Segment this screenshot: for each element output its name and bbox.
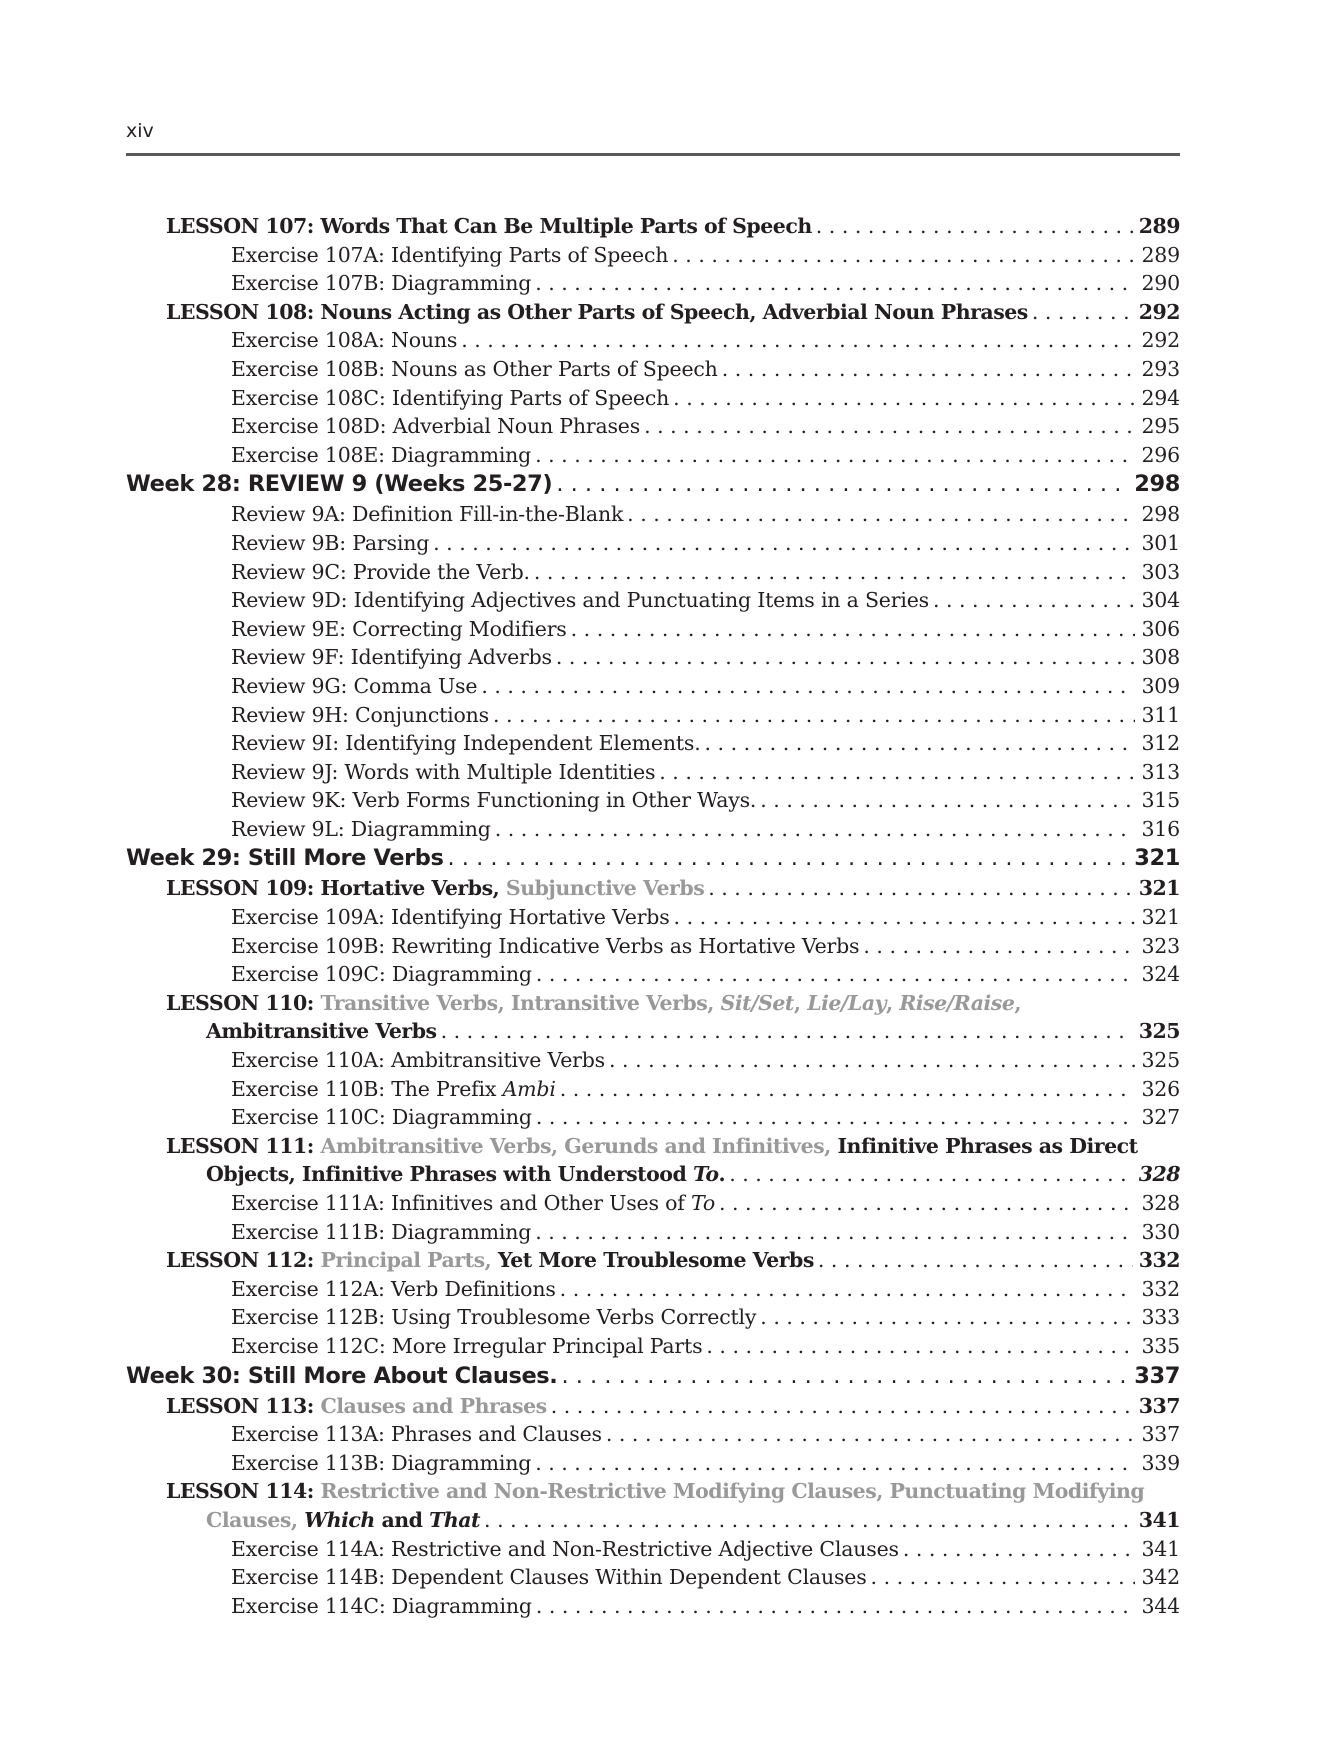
dot-leader <box>818 1246 1133 1275</box>
dot-leader <box>493 701 1135 730</box>
toc-entry-title <box>206 1506 484 1535</box>
toc-entry-page: 327 <box>1141 1105 1180 1130</box>
toc-entry-page: 330 <box>1141 1219 1180 1244</box>
toc-exercise-108d[interactable] <box>231 412 1180 441</box>
toc-entry-title: Exercise 107B: Diagramming <box>231 271 532 296</box>
toc-entry-title <box>166 991 1025 1015</box>
toc-exercise-110a[interactable] <box>231 1046 1180 1075</box>
toc-exercise-111b[interactable] <box>231 1218 1180 1247</box>
review-topic-text: , <box>1014 990 1022 1015</box>
toc-exercise-114b[interactable] <box>231 1563 1180 1592</box>
dot-leader <box>729 1160 1133 1189</box>
page-number-folio: xiv <box>126 120 154 142</box>
dot-leader <box>535 441 1135 470</box>
toc-entry-page: 337 <box>1134 1362 1180 1389</box>
dot-leader <box>484 1506 1133 1535</box>
toc-entry-page: 335 <box>1141 1333 1180 1358</box>
toc-entry-title: LESSON 107: Words That Can Be Multiple Parts of Speech <box>166 214 812 238</box>
toc-entry-page: 294 <box>1141 385 1180 410</box>
toc-entry-page: 337 <box>1138 1393 1180 1418</box>
toc-review-9i[interactable] <box>231 729 1180 758</box>
dot-leader <box>535 269 1135 298</box>
toc-entry-title <box>231 1189 719 1218</box>
toc-entry-page: 325 <box>1138 1019 1180 1044</box>
toc-entry-page: 292 <box>1138 299 1180 324</box>
lesson-title-text: Objects, Infinitive Phrases with Understood <box>206 1162 693 1187</box>
dot-leader <box>551 1392 1133 1421</box>
toc-entry-title: Exercise 110A: Ambitransitive Verbs <box>231 1048 606 1073</box>
dot-leader <box>606 1420 1136 1449</box>
review-topic-text: Ambitransitive Verbs, Gerunds and Infinitives, <box>320 1133 838 1158</box>
toc-entry-page: 296 <box>1141 442 1180 467</box>
toc-week-29[interactable] <box>126 843 1180 874</box>
toc-entry-page: 328 <box>1141 1191 1180 1215</box>
toc-entry-page: 309 <box>1141 673 1180 698</box>
toc-entry-page: 323 <box>1141 933 1180 958</box>
toc-lesson-107[interactable] <box>166 212 1180 241</box>
lesson-title-text: Yet More Troublesome Verbs <box>497 1248 814 1273</box>
toc-entry-page: 342 <box>1141 1565 1180 1590</box>
dot-leader <box>536 1103 1136 1132</box>
toc-entry-page: 315 <box>1141 788 1180 813</box>
toc-exercise-112c[interactable] <box>231 1332 1180 1361</box>
dot-leader <box>760 1303 1135 1332</box>
toc-entry-title: Review 9J: Words with Multiple Identities <box>231 759 656 784</box>
dot-leader <box>719 1189 1135 1218</box>
toc-entry-title: Exercise 112A: Verb Definitions <box>231 1276 556 1301</box>
toc-entry-title <box>166 1246 818 1275</box>
toc-lesson-113[interactable] <box>166 1392 1180 1421</box>
dot-leader <box>722 355 1136 384</box>
toc-entry-page: 341 <box>1138 1507 1180 1532</box>
lesson-title-italic: Which <box>304 1507 375 1532</box>
toc-entry-page: 292 <box>1141 328 1180 353</box>
toc-entry-title <box>166 1479 1148 1503</box>
toc-lesson-110-continued[interactable] <box>206 1017 1180 1046</box>
toc-entry-title: Exercise 109A: Identifying Hortative Verbs <box>231 905 670 930</box>
toc-review-9e[interactable] <box>231 615 1180 644</box>
toc-entry-title: Review 9G: Comma Use <box>231 673 478 698</box>
toc-entry-title <box>166 1134 1142 1158</box>
toc-entry-page: 332 <box>1141 1276 1180 1301</box>
toc-exercise-111a[interactable] <box>231 1189 1180 1218</box>
toc-entry-title: Exercise 112C: More Irregular Principal Parts <box>231 1333 703 1358</box>
toc-exercise-108a[interactable] <box>231 326 1180 355</box>
exercise-title-text: Exercise 111A: Infinitives and Other Uses of <box>231 1191 691 1215</box>
toc-entry-page: 289 <box>1141 242 1180 267</box>
toc-lesson-109[interactable] <box>166 874 1180 903</box>
toc-entry-page: 332 <box>1138 1248 1180 1273</box>
dot-leader <box>556 643 1136 672</box>
dot-leader <box>708 874 1132 903</box>
toc-exercise-112b[interactable] <box>231 1303 1180 1332</box>
dot-leader <box>644 412 1135 441</box>
toc-entry-title: Exercise 109B: Rewriting Indicative Verbs as Hortative Verbs <box>231 933 860 958</box>
toc-exercise-114c[interactable] <box>231 1592 1180 1621</box>
toc-entry-title <box>231 1075 560 1104</box>
toc-exercise-107a[interactable] <box>231 241 1180 270</box>
toc-entry-page: 337 <box>1141 1422 1180 1447</box>
toc-entry-page: 303 <box>1141 559 1180 584</box>
toc-entry-title: Exercise 111B: Diagramming <box>231 1219 532 1244</box>
toc-week-28[interactable] <box>126 469 1180 500</box>
lesson-title-italic: That <box>429 1507 481 1532</box>
toc-exercise-112a[interactable] <box>231 1275 1180 1304</box>
review-topic-text: , <box>886 990 900 1015</box>
dot-leader <box>903 1535 1136 1564</box>
lesson-title-text: LESSON 111: <box>166 1133 321 1158</box>
toc-entry-title: Exercise 112B: Using Troublesome Verbs Correctly <box>231 1305 757 1330</box>
review-topic-italic: Rise/Raise <box>899 990 1015 1015</box>
dot-leader <box>441 1017 1133 1046</box>
toc-review-9a[interactable] <box>231 500 1180 529</box>
toc-entry-page: 341 <box>1141 1536 1180 1561</box>
toc-entry-title <box>166 874 708 903</box>
toc-entry-title: Exercise 113A: Phrases and Clauses <box>231 1422 602 1447</box>
toc-entry-page: 324 <box>1141 962 1180 987</box>
toc-entry-title: Review 9H: Conjunctions <box>231 702 489 727</box>
dot-leader <box>706 1332 1135 1361</box>
toc-entry-page: 308 <box>1141 645 1180 670</box>
toc-review-9f[interactable] <box>231 643 1180 672</box>
toc-exercise-108c[interactable] <box>231 384 1180 413</box>
dot-leader <box>535 1449 1135 1478</box>
toc-entry-title: Exercise 109C: Diagramming <box>231 962 532 987</box>
toc-entry-page: 326 <box>1141 1076 1180 1101</box>
toc-review-9b[interactable] <box>231 529 1180 558</box>
review-topic-text: Clauses, <box>206 1507 305 1532</box>
toc-entry-page: 298 <box>1134 471 1180 498</box>
toc-lesson-114[interactable] <box>166 1477 1180 1506</box>
toc-entry-page: 321 <box>1141 905 1180 930</box>
toc-entry-page: 325 <box>1141 1048 1180 1073</box>
toc-review-9d[interactable] <box>231 586 1180 615</box>
toc-entry-title: Review 9D: Identifying Adjectives and Punctuating Items in a Series <box>231 588 929 613</box>
toc-entry-page: 312 <box>1141 731 1180 756</box>
review-topic-text: Principal Parts, <box>320 1248 498 1273</box>
toc-entry-page: 328 <box>1138 1162 1180 1187</box>
dot-leader <box>534 558 1136 587</box>
dot-leader <box>627 500 1135 529</box>
toc-entry-page: 298 <box>1141 502 1180 527</box>
dot-leader <box>760 786 1135 815</box>
dot-leader <box>561 1361 1128 1392</box>
toc-entry-page: 333 <box>1141 1305 1180 1330</box>
page-header <box>126 120 1180 150</box>
toc-entry-title: Review 9I: Identifying Independent Elements. <box>231 731 701 756</box>
lesson-title-text: LESSON 112: <box>166 1248 321 1273</box>
toc-lesson-112[interactable] <box>166 1246 1180 1275</box>
toc-entry-title: Week 29: Still More Verbs <box>126 845 444 872</box>
dot-leader <box>560 1075 1136 1104</box>
dot-leader <box>447 843 1128 874</box>
toc-entry-title: Review 9B: Parsing <box>231 530 430 555</box>
dot-leader <box>673 384 1135 413</box>
dot-leader <box>556 469 1128 500</box>
toc-entry-title: Week 28: REVIEW 9 (Weeks 25-27) <box>126 471 553 498</box>
table-of-contents <box>126 212 1180 1620</box>
toc-review-9k[interactable] <box>231 786 1180 815</box>
toc-entry-title: Exercise 108D: Adverbial Noun Phrases <box>231 414 641 439</box>
dot-leader <box>871 1563 1136 1592</box>
toc-lesson-111-continued[interactable] <box>206 1160 1180 1189</box>
review-topic-text: Transitive Verbs, Intransitive Verbs, <box>320 990 721 1015</box>
lesson-title-text: and <box>374 1507 430 1532</box>
toc-entry-page: 295 <box>1141 414 1180 439</box>
toc-entry-title: Review 9K: Verb Forms Functioning in Other Ways. <box>231 788 757 813</box>
review-topic-text: Clauses and Phrases <box>320 1393 547 1418</box>
toc-entry-page: 306 <box>1141 616 1180 641</box>
toc-exercise-113b[interactable] <box>231 1449 1180 1478</box>
toc-review-9c[interactable] <box>231 558 1180 587</box>
toc-entry-title: Week 30: Still More About Clauses. <box>126 1362 558 1389</box>
toc-entry-title: Exercise 114C: Diagramming <box>231 1593 532 1618</box>
lesson-title-text: LESSON 114: <box>166 1479 321 1504</box>
toc-lesson-108[interactable] <box>166 298 1180 327</box>
toc-entry-page: 311 <box>1141 702 1180 727</box>
dot-leader <box>674 903 1136 932</box>
lesson-title-italic: To <box>692 1162 719 1187</box>
dot-leader <box>571 615 1136 644</box>
toc-entry-page: 289 <box>1138 214 1180 238</box>
toc-entry-title: Exercise 108E: Diagramming <box>231 442 532 467</box>
toc-entry-title: Ambitransitive Verbs <box>206 1019 437 1044</box>
dot-leader <box>933 586 1136 615</box>
toc-entry-page: 344 <box>1141 1593 1180 1618</box>
toc-lesson-110[interactable] <box>166 989 1180 1018</box>
exercise-title-italic: Ambi <box>502 1076 556 1101</box>
toc-entry-title: Review 9F: Identifying Adverbs <box>231 645 552 670</box>
toc-review-9h[interactable] <box>231 701 1180 730</box>
dot-leader <box>672 241 1135 270</box>
toc-entry-page: 321 <box>1134 845 1180 872</box>
toc-entry-page: 321 <box>1138 876 1180 901</box>
toc-exercise-109b[interactable] <box>231 932 1180 961</box>
toc-exercise-110c[interactable] <box>231 1103 1180 1132</box>
header-rule <box>126 153 1180 156</box>
toc-entry-page: 301 <box>1141 530 1180 555</box>
toc-week-30[interactable] <box>126 1361 1180 1392</box>
toc-exercise-108b[interactable] <box>231 355 1180 384</box>
toc-entry-title <box>206 1160 729 1189</box>
toc-exercise-110b[interactable] <box>231 1075 1180 1104</box>
toc-review-9l[interactable] <box>231 815 1180 844</box>
toc-entry-title: Exercise 113B: Diagramming <box>231 1450 532 1475</box>
toc-review-9g[interactable] <box>231 672 1180 701</box>
toc-entry-title: Exercise 108A: Nouns <box>231 328 458 353</box>
toc-entry-page: 339 <box>1141 1450 1180 1475</box>
dot-leader <box>495 815 1136 844</box>
lesson-title-text: LESSON 109: Hortative Verbs, <box>166 876 506 901</box>
toc-lesson-114-continued[interactable] <box>206 1506 1180 1535</box>
toc-entry-page: 290 <box>1141 271 1180 296</box>
review-topic-text: , <box>793 990 808 1015</box>
toc-exercise-109c[interactable] <box>231 960 1180 989</box>
dot-leader <box>536 960 1136 989</box>
toc-entry-title: Exercise 108C: Identifying Parts of Speech <box>231 385 670 410</box>
toc-entry-title: Exercise 108B: Nouns as Other Parts of Speech <box>231 356 718 381</box>
toc-entry-title <box>166 1392 551 1421</box>
review-topic-text: Restrictive and Non-Restrictive Modifying Clauses, Punctuating Modifying <box>320 1479 1145 1504</box>
lesson-title-text: LESSON 110: <box>166 990 321 1015</box>
toc-entry-title: Review 9L: Diagramming <box>231 816 491 841</box>
toc-entry-title: Review 9A: Definition Fill-in-the-Blank <box>231 502 624 527</box>
toc-exercise-107b[interactable] <box>231 269 1180 298</box>
toc-exercise-109a[interactable] <box>231 903 1180 932</box>
lesson-title-text: LESSON 113: <box>166 1393 321 1418</box>
exercise-title-text: Exercise 110B: The Prefix <box>231 1076 503 1101</box>
dot-leader <box>535 1218 1135 1247</box>
exercise-title-italic: To <box>690 1191 715 1215</box>
toc-entry-page: 313 <box>1141 759 1180 784</box>
toc-lesson-111[interactable] <box>166 1132 1180 1161</box>
dot-leader <box>481 672 1135 701</box>
toc-entry-title: Review 9C: Provide the Verb. <box>231 559 530 584</box>
dot-leader <box>659 758 1135 787</box>
dot-leader <box>1032 298 1133 327</box>
toc-entry-title: Exercise 114B: Dependent Clauses Within Dependent Clauses <box>231 1565 867 1590</box>
dot-leader <box>433 529 1135 558</box>
toc-review-9j[interactable] <box>231 758 1180 787</box>
lesson-title-text: Infinitive Phrases as Direct <box>837 1133 1138 1158</box>
toc-exercise-113a[interactable] <box>231 1420 1180 1449</box>
toc-entry-page: 293 <box>1141 356 1180 381</box>
dot-leader <box>536 1592 1136 1621</box>
dot-leader <box>609 1046 1135 1075</box>
toc-entry-page: 316 <box>1141 816 1180 841</box>
review-topic-text: Subjunctive Verbs <box>505 876 705 901</box>
dot-leader <box>863 932 1135 961</box>
lesson-title-text: . <box>718 1162 726 1187</box>
toc-entry-title: Review 9E: Correcting Modifiers <box>231 616 567 641</box>
dot-leader <box>461 326 1135 355</box>
dot-leader <box>816 212 1133 241</box>
review-topic-italic: Sit/Set <box>720 990 794 1015</box>
toc-entry-page: 304 <box>1141 588 1180 613</box>
toc-entry-title: Exercise 110C: Diagramming <box>231 1105 532 1130</box>
toc-entry-title: Exercise 107A: Identifying Parts of Speech <box>231 242 669 267</box>
review-topic-italic: Lie/Lay <box>807 990 887 1015</box>
dot-leader <box>560 1275 1136 1304</box>
toc-entry-title: LESSON 108: Nouns Acting as Other Parts of Speech, Adverbial Noun Phrases <box>166 299 1028 324</box>
dot-leader <box>705 729 1136 758</box>
toc-exercise-108e[interactable] <box>231 441 1180 470</box>
toc-exercise-114a[interactable] <box>231 1535 1180 1564</box>
toc-entry-title: Exercise 114A: Restrictive and Non-Restrictive Adjective Clauses <box>231 1536 899 1561</box>
